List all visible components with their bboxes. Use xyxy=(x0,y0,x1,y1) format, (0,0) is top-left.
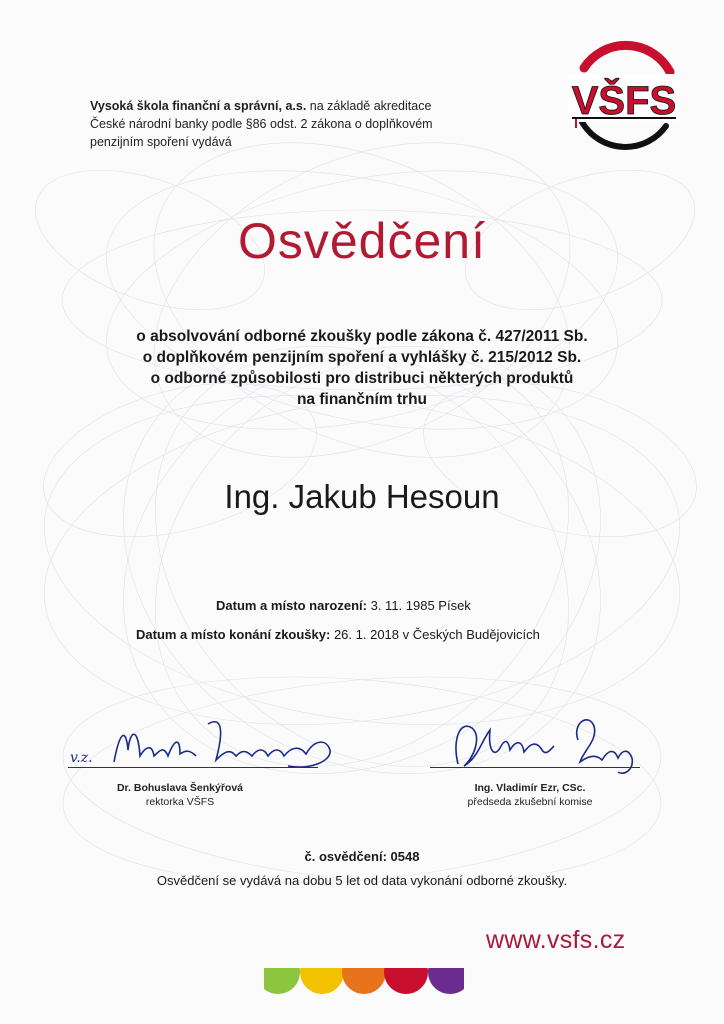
website-link[interactable]: www.vsfs.cz xyxy=(486,926,626,954)
certificate-number-label: č. osvědčení: xyxy=(304,849,387,864)
subtitle-line: o doplňkovém penzijním spoření a vyhlášky č. 215/2012 Sb. xyxy=(142,349,582,366)
logo-text: VŠFS xyxy=(571,79,677,123)
exam-label: Datum a místo konání zkoušky: xyxy=(136,627,331,642)
issuer-text-line2: České národní banky podle §86 odst. 2 zákona o doplňkovém xyxy=(90,117,433,131)
holder-name: Ing. Jakub Hesoun xyxy=(224,478,500,515)
signer-right-role: předseda zkušební komise xyxy=(467,796,593,808)
certificate-number-value: 0548 xyxy=(390,849,420,864)
chair-signature xyxy=(438,710,708,780)
signer-left-role: rektorka VŠFS xyxy=(145,796,215,808)
signer-right-name: Ing. Vladimír Ezr, CSc. xyxy=(474,782,586,794)
certificate-number xyxy=(0,849,724,864)
issuer-text-line3: penzijním spoření vydává xyxy=(90,135,232,149)
subtitle-line: o odborné způsobilosti pro distribuci některých produktů xyxy=(150,370,574,387)
signer-right xyxy=(410,781,650,809)
dot-yellow xyxy=(300,968,344,994)
subtitle-line: na finančním trhu xyxy=(296,391,428,408)
birth-value: 3. 11. 1985 Písek xyxy=(370,598,471,613)
footer-color-dots xyxy=(264,968,464,1008)
dot-red xyxy=(384,968,428,994)
issuer-text-line1: na základě akreditace xyxy=(306,99,432,113)
signature-line-left xyxy=(68,767,318,768)
validity-statement: Osvědčení se vydává na dobu 5 let od data vykonání odborné zkoušky. xyxy=(156,873,568,888)
certificate-title: Osvědčení xyxy=(237,213,486,269)
issuer-statement xyxy=(90,97,560,151)
proxy-mark: v.z. xyxy=(70,750,93,766)
birth-row xyxy=(216,598,471,613)
subtitle-line: o absolvování odborné zkoušky podle zákona č. 427/2011 Sb. xyxy=(136,328,588,345)
signer-left xyxy=(60,781,300,809)
issuer-name: Vysoká škola finanční a správní, a.s. xyxy=(90,99,307,113)
certificate-subtitle xyxy=(60,326,664,410)
dot-orange xyxy=(342,968,386,994)
exam-value: 26. 1. 2018 v Českých Budějovicích xyxy=(333,627,540,642)
signature-line-right xyxy=(430,767,640,768)
signer-left-name: Dr. Bohuslava Šenkýřová xyxy=(116,782,244,794)
exam-row xyxy=(136,627,540,642)
vsfs-logo xyxy=(562,30,686,160)
rector-signature xyxy=(68,710,338,780)
dot-green xyxy=(264,968,300,994)
dot-purple xyxy=(428,968,464,994)
birth-label: Datum a místo narození: xyxy=(216,598,367,613)
